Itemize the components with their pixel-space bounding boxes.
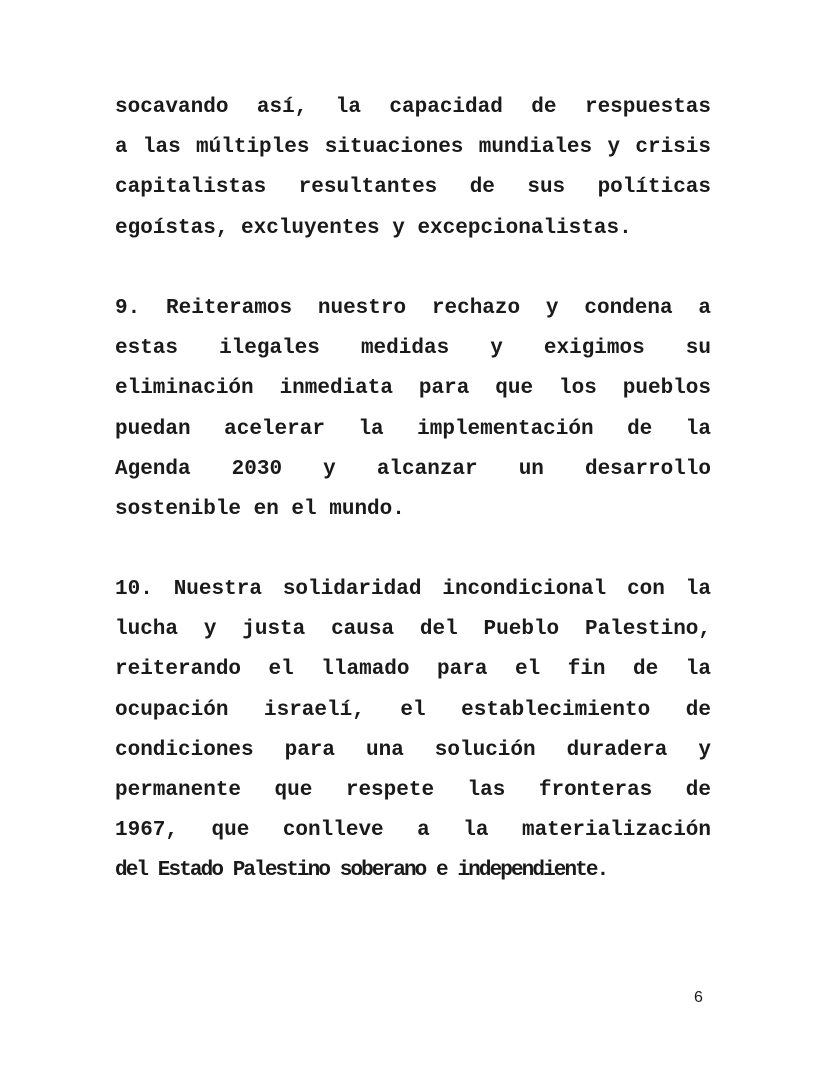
text-line: socavando así, la capacidad de respuestas (115, 96, 711, 119)
text-line: estas ilegales medidas y exigimos su (115, 337, 711, 361)
paragraph-9 (115, 289, 711, 530)
text-line: 1967, que conlleve a la materialización (115, 819, 711, 843)
text-line: ocupación israelí, el establecimiento de (115, 698, 711, 722)
text-line: reiterando el llamado para el fin de la (115, 658, 711, 682)
text-line: condiciones para una solución duradera y (115, 738, 711, 762)
text-line: sostenible en el mundo. (115, 497, 405, 521)
paragraph-10 (115, 570, 711, 892)
text-line: 9. Reiteramos nuestro rechazo y condena a (115, 297, 711, 320)
paragraph-continuation (115, 88, 711, 249)
text-line: Agenda 2030 y alcanzar un desarrollo (115, 457, 711, 481)
page-number: 6 (694, 989, 703, 1006)
text-line: 10. Nuestra solidaridad incondicional con la (115, 578, 711, 601)
text-line: puedan acelerar la implementación de la (115, 417, 711, 441)
text-line: a las múltiples situaciones mundiales y crisis (115, 136, 711, 160)
text-line: permanente que respete las fronteras de (115, 778, 711, 802)
text-line: lucha y justa causa del Pueblo Palestino, (115, 618, 711, 642)
text-line: capitalistas resultantes de sus políticas (115, 176, 711, 200)
text-line: del Estado Palestino soberano e independiente. (115, 859, 608, 883)
text-line: eliminación inmediata para que los pueblos (115, 377, 711, 401)
text-line: egoístas, excluyentes y excepcionalistas. (115, 216, 632, 240)
